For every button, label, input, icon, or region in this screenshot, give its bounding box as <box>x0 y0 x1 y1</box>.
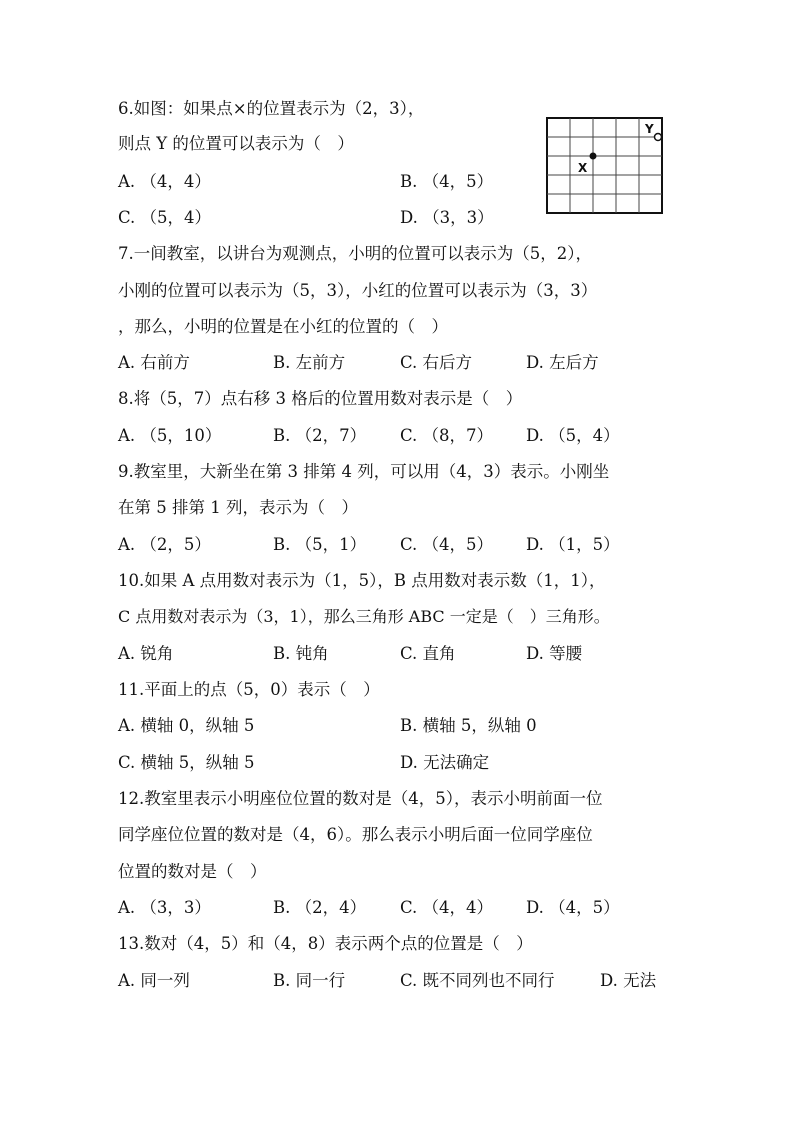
q10-stem-line-1: 10.如果 A 点用数对表示为（1，5），B 点用数对表示数（1，1）， <box>118 571 606 590</box>
point-x-label: X <box>578 161 588 175</box>
q9-option-a: A. （2，5） <box>118 535 211 554</box>
q10-option-c: C. 直角 <box>400 644 456 663</box>
q13-option-c: C. 既不同列也不同行 <box>400 971 555 990</box>
q12-option-c: C. （4，4） <box>400 898 494 917</box>
q10-stem-line-2: C 点用数对表示为（3，1），那么三角形 ABC 一定是（ ）三角形。 <box>118 607 610 626</box>
q11-option-c: C. 横轴 5，纵轴 5 <box>118 753 255 772</box>
q12-stem-line-1: 12.教室里表示小明座位位置的数对是（4，5），表示小明前面一位 <box>118 789 603 808</box>
q8-stem-line-1: 8.将（5，7）点右移 3 格后的位置用数对表示是（ ） <box>118 389 523 408</box>
q6-option-d: D. （3，3） <box>400 208 494 227</box>
q12-option-b: B. （2，4） <box>273 898 367 917</box>
q8-option-a: A. （5，10） <box>118 426 222 445</box>
q7-stem-line-2: 小刚的位置可以表示为（5，3），小红的位置可以表示为（3，3） <box>118 281 598 300</box>
q6-stem-line-2: 则点 Y 的位置可以表示为（ ） <box>118 134 354 153</box>
q12-stem-line-2: 同学座位位置的数对是（4，6）。那么表示小明后面一位同学座位 <box>118 825 593 844</box>
q7-option-d: D. 左后方 <box>526 353 599 372</box>
point-y-dot <box>655 134 662 141</box>
q13-option-d: D. 无法 <box>600 971 657 990</box>
q10-option-b: B. 钝角 <box>273 644 329 663</box>
q10-option-d: D. 等腰 <box>526 644 583 663</box>
q9-stem-line-1: 9.教室里，大新坐在第 3 排第 4 列，可以用（4，3）表示。小刚坐 <box>118 462 610 481</box>
q13-stem-line-1: 13.数对（4，5）和（4，8）表示两个点的位置是（ ） <box>118 934 533 953</box>
q11-stem-line-1: 11.平面上的点（5，0）表示（ ） <box>118 680 380 699</box>
q11-option-b: B. 横轴 5，纵轴 0 <box>400 716 537 735</box>
q12-stem-line-3: 位置的数对是（ ） <box>118 862 267 881</box>
q7-option-a: A. 右前方 <box>118 353 190 372</box>
q12-option-a: A. （3，3） <box>118 898 211 917</box>
q8-option-d: D. （5，4） <box>526 426 620 445</box>
q9-option-d: D. （1，5） <box>526 535 620 554</box>
q11-option-d: D. 无法确定 <box>400 753 490 772</box>
point-x-dot <box>590 153 597 160</box>
point-y-label: Y <box>645 122 654 136</box>
q7-option-b: B. 左前方 <box>273 353 346 372</box>
q8-option-b: B. （2，7） <box>273 426 367 445</box>
q6-option-b: B. （4，5） <box>400 172 494 191</box>
coordinate-grid-figure <box>546 117 666 217</box>
q9-stem-line-2: 在第 5 排第 1 列，表示为（ ） <box>118 498 358 517</box>
q6-stem-line-1: 6.如图：如果点×的位置表示为（2，3）， <box>118 99 425 118</box>
q6-option-a: A. （4，4） <box>118 172 211 191</box>
q7-stem-line-3: ，那么，小明的位置是在小红的位置的（ ） <box>118 317 448 336</box>
q8-option-c: C. （8，7） <box>400 426 494 445</box>
q12-option-d: D. （4，5） <box>526 898 620 917</box>
q9-option-c: C. （4，5） <box>400 535 494 554</box>
q13-option-a: A. 同一列 <box>118 971 190 990</box>
q11-option-a: A. 横轴 0，纵轴 5 <box>118 716 255 735</box>
q9-option-b: B. （5，1） <box>273 535 367 554</box>
q13-option-b: B. 同一行 <box>273 971 346 990</box>
q7-stem-line-1: 7.一间教室，以讲台为观测点，小明的位置可以表示为（5，2）， <box>118 244 592 263</box>
q10-option-a: A. 锐角 <box>118 644 174 663</box>
q6-option-c: C. （5，4） <box>118 208 212 227</box>
q7-option-c: C. 右后方 <box>400 353 473 372</box>
